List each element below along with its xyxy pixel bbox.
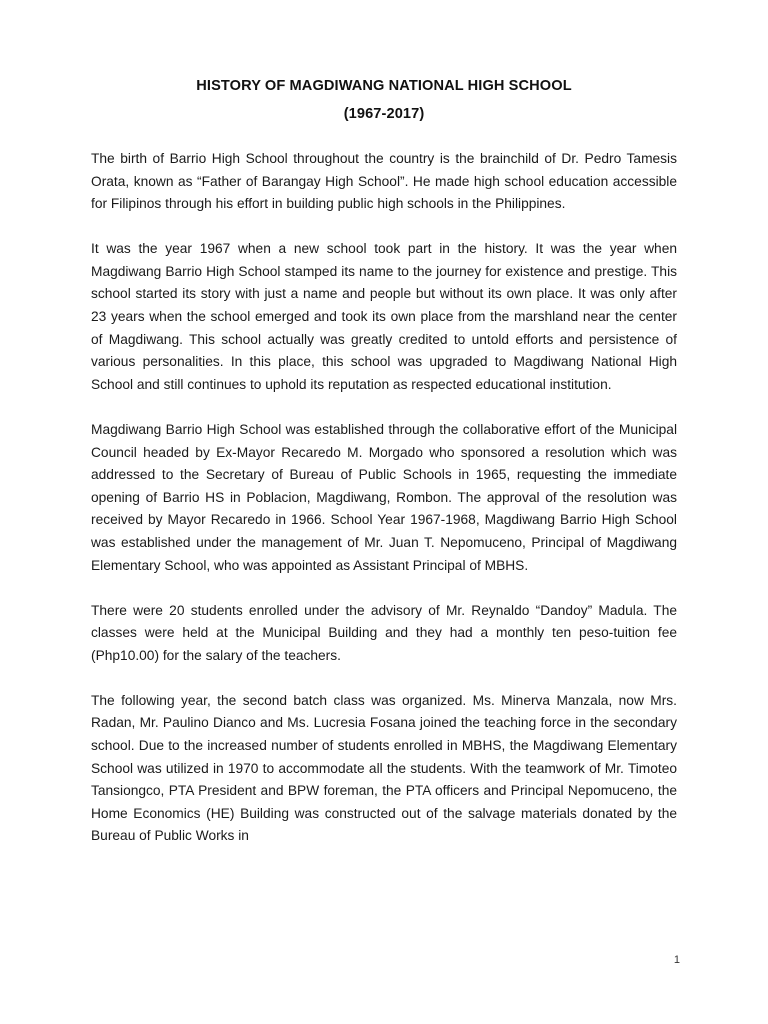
- page-number: 1: [673, 954, 680, 966]
- paragraph-founding-1967: It was the year 1967 when a new school took part in the history. It was the year when Magdiwang Barrio High School stamped its name to the journey for existence and prestige. This school started its story with just a name and people but without its own place. It was only after 23 years when the school emerged and took its own place from the marshland near the center of Magdiwang. This school actually was greatly credited to untold efforts and persistence of various personalities. In this place, this school was upgraded to Magdiwang National High School and still continues to uphold its reputation as respected educational institution.: [91, 241, 677, 392]
- document-years: (1967-2017): [343, 106, 425, 122]
- paragraph-orata: The birth of Barrio High School throughout the country is the brainchild of Dr. Pedro Tamesis Orata, known as “Father of Barangay High School”. He made high school education accessible for Filipinos through his effort in building public high schools in the Philippines.: [91, 151, 677, 212]
- document-title: HISTORY OF MAGDIWANG NATIONAL HIGH SCHOOL: [196, 78, 572, 94]
- paragraph-second-batch: The following year, the second batch class was organized. Ms. Minerva Manzala, now Mrs. Radan, Mr. Paulino Dianco and Ms. Lucresia Fosana joined the teaching force in the secondary school. Due to the increased number of students enrolled in MBHS, the Magdiwang Elementary School was utilized in 1970 to accommodate all the students. With the teamwork of Mr. Timoteo Tansiongco, PTA President and BPW foreman, the PTA officers and Principal Nepomuceno, the Home Economics (HE) Building was constructed out of the salvage materials donated by the Bureau of Public Works in: [91, 692, 677, 844]
- document-body: [91, 148, 677, 871]
- paragraph-first-students: There were 20 students enrolled under the advisory of Mr. Reynaldo “Dandoy” Madula. The classes were held at the Municipal Building and they had a monthly ten peso-tuition fee (Php10.00) for the salary of the teachers.: [91, 602, 677, 663]
- paragraph-establishment: Magdiwang Barrio High School was established through the collaborative effort of the Municipal Council headed by Ex-Mayor Recaredo M. Morgado who sponsored a resolution which was addressed to the Secretary of Bureau of Public Schools in 1965, requesting the immediate opening of Barrio HS in Poblacion, Magdiwang, Rombon. The approval of the resolution was received by Mayor Recaredo in 1966. School Year 1967-1968, Magdiwang Barrio High School was established under the management of Mr. Juan T. Nepomuceno, Principal of Magdiwang Elementary School, who was appointed as Assistant Principal of MBHS.: [91, 421, 677, 573]
